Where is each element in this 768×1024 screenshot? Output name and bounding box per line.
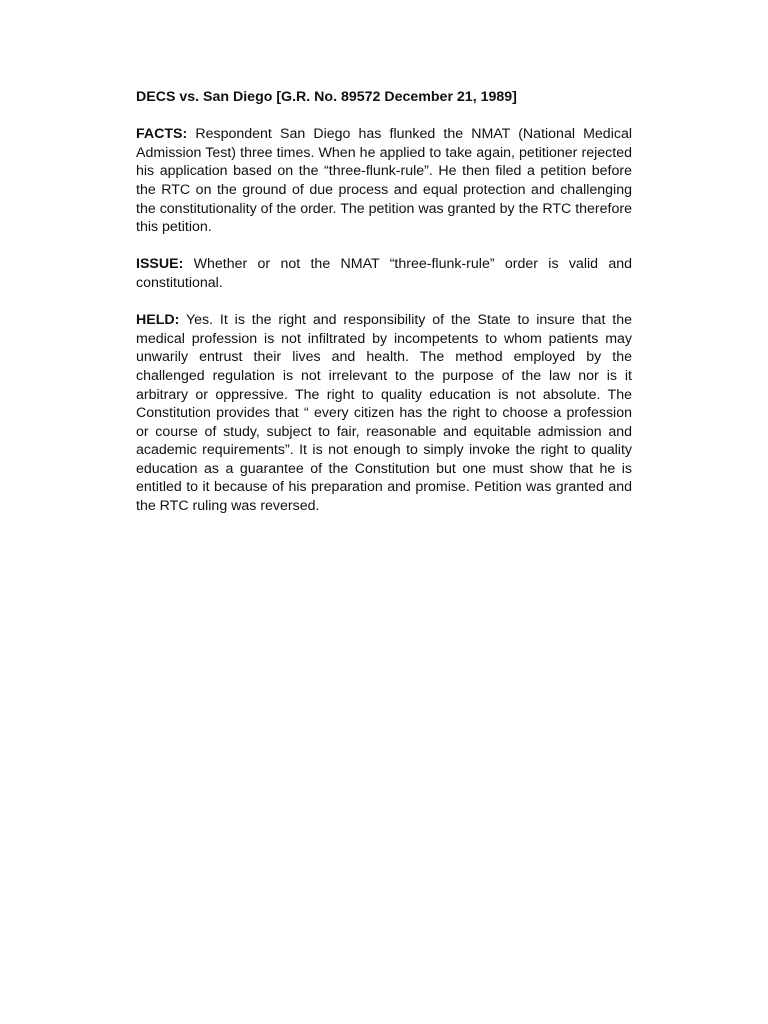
held-label: HELD: — [136, 312, 180, 329]
facts-text: Respondent San Diego has flunked the NMAT (National Medical Admission Test) three times. When he applied to take again, petitioner rejected his application based on the “three-flunk-rule”. He then filed a petition before the RTC on the ground of due process and equal protection and challenging the constitutionality of the order. The petition was granted by the RTC therefore this petition. — [136, 126, 632, 236]
facts-label: FACTS: — [136, 126, 188, 143]
held-section — [136, 311, 632, 516]
issue-label: ISSUE: — [136, 256, 184, 273]
issue-section — [136, 255, 632, 292]
document-body — [136, 88, 632, 534]
held-text: Yes. It is the right and responsibility of the State to insure that the medical profession is not infiltrated by incompetents to whom patients may unwarily entrust their lives and health. The method employed by the challenged regulation is not irrelevant to the purpose of the law nor is it arbitrary or oppressive. The right to quality education is not absolute. The Constitution provides that “ every citizen has the right to choose a profession or course of study, subject to fair, reasonable and equitable admission and academic requirements”. It is not enough to simply invoke the right to quality education as a guarantee of the Constitution but one must show that he is entitled to it because of his preparation and promise. Petition was granted and the RTC ruling was reversed. — [136, 312, 632, 515]
facts-section — [136, 125, 632, 237]
case-title: DECS vs. San Diego [G.R. No. 89572 December 21, 1989] — [136, 89, 517, 105]
issue-text: Whether or not the NMAT “three-flunk-rule” order is valid and constitutional. — [136, 256, 632, 291]
